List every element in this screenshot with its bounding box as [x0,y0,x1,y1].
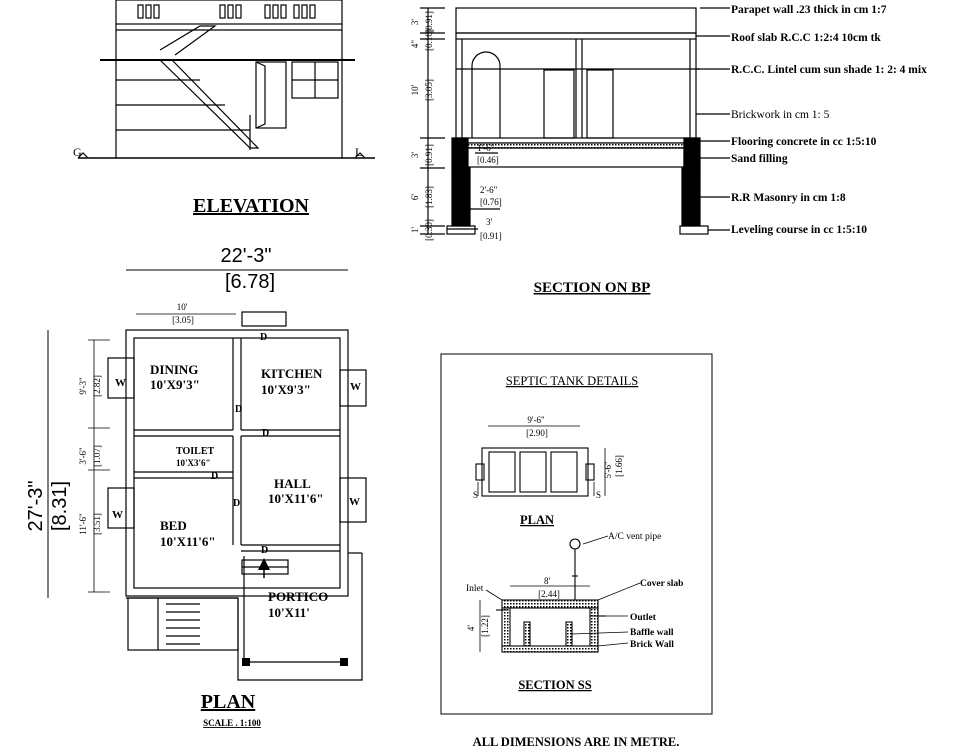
dim-wall-m: [3.05] [424,79,434,101]
dim-wall-ft: 10' [410,84,420,96]
plan-dim-bed-m: [3.51] [92,513,102,535]
plan-dim-dining-ft: 9'-3" [78,377,88,395]
plan-dim-dining-m: [2.82] [92,375,102,397]
dim-plinth-ft: 3' [410,151,420,159]
room-portico-size: 10'X11' [268,605,310,620]
plan-top-dim-small [136,302,236,325]
septic-note-brick: Brick Wall [630,640,674,650]
septic-plan-height-ft: 5'-6" [603,461,613,479]
dim-slab-ft: 4" [410,39,420,49]
footer-note: ALL DIMENSIONS ARE IN METRE. [472,735,680,748]
dim-plinth-wall-m: [0.46] [477,155,499,165]
plan-dim-bed-ft: 11'-6" [78,513,88,535]
room-portico-name: PORTICO [268,589,329,604]
septic-note-inlet: Inlet [466,584,484,594]
septic-s-mark-left: S [473,490,479,500]
septic-note-outlet: Outlet [630,613,656,623]
window-tag: W [349,496,360,508]
window-tag: W [350,381,361,393]
door-tag: D [261,545,269,556]
note-leveling: Leveling course in cc 1:5:10 [731,224,868,236]
note-roof-slab: Roof slab R.C.C 1:2:4 10cm tk [731,32,881,44]
room-hall-size: 10'X11'6" [268,491,324,506]
dim-foundation-m: [1.83] [424,186,434,208]
dim-level-m: [0.30] [424,219,434,241]
septic-section-view [480,536,640,652]
note-parapet: Parapet wall .23 thick in cm 1:7 [731,4,887,16]
septic-plan-width-ft: 9'-6" [527,415,545,425]
note-flooring: Flooring concrete in cc 1:5:10 [731,136,877,148]
septic-plan-dims [473,415,624,500]
section-title: SECTION ON BP [533,280,651,296]
window-tag: W [112,509,123,521]
plan-top-dimension [126,245,348,293]
note-lintel: R.C.C. Lintel cum sun shade 1: 2: 4 mix [731,64,927,76]
septic-s-mark-right: S [596,490,602,500]
dim-level-ft: 1' [410,226,420,234]
ground-label-right: L [355,145,363,159]
room-dining-name: DINING [150,362,199,377]
dim-parapet-ft: 3' [410,18,420,26]
septic-plan-width-m: [2.90] [526,428,548,438]
plan-left-dimension [25,330,110,598]
dim-foundation-wall-ft: 2'-6" [480,185,498,195]
elevation-title: ELEVATION [193,195,309,217]
septic-plan-height-m: [1.66] [614,455,624,477]
septic-note-vent: A/C vent pipe [608,532,662,542]
room-kitchen-size: 10'X9'3" [261,382,311,397]
septic-frame [441,354,712,714]
dim-footing-m: [0.91] [480,231,502,241]
dim-foundation-ft: 6' [410,193,420,201]
plan-dim-toilet-ft: 3'-6" [78,447,88,465]
note-sand: Sand filling [731,153,788,165]
section-bp-view [420,8,730,234]
plan-depth-ft: 27'-3" [25,480,47,532]
plan-depth-m: [8.31] [49,480,71,532]
plan-room-labels [150,362,328,620]
plan-scale: SCALE . 1:100 [203,718,261,728]
septic-note-baffle: Baffle wall [630,628,674,638]
elevation-view [78,0,375,158]
door-tag: D [260,332,268,343]
septic-plan-label: PLAN [519,513,555,527]
plan-title: PLAN [200,691,256,713]
septic-note-cover: Cover slab [640,579,684,589]
plan-walls [108,312,366,680]
door-tag: D [235,404,243,415]
portico-column-left [242,658,250,666]
septic-sec-height-m: [1.22] [480,615,490,637]
septic-sec-height-ft: 4' [466,624,476,632]
plan-width-ft: 22'-3" [220,245,272,267]
dim-slab-m: [0.10] [424,29,434,51]
portico-column-right [340,658,348,666]
septic-sec-width-m: [2.44] [538,589,560,599]
dim-footing-ft: 3' [486,217,493,227]
septic-title: SEPTIC TANK DETAILS [505,374,639,388]
room-bed-size: 10'X11'6" [160,534,216,549]
dim-parapet-m: [0.91] [424,11,434,33]
window-tag: W [115,377,126,389]
room-dining-size: 10'X9'3" [150,377,200,392]
door-tag: D [262,428,270,439]
dim-plinth-wall-ft: 1'-6" [477,143,495,153]
plan-dim-toilet-m: [1.07] [92,445,102,467]
room-kitchen-name: KITCHEN [261,366,323,381]
note-brickwork: Brickwork in cm 1: 5 [731,109,830,121]
room-toilet-name: TOILET [176,446,215,457]
plan-dim-top-ft: 10' [176,302,188,312]
septic-sec-width-ft: 8' [543,576,551,586]
door-tag: D [211,471,219,482]
room-bed-name: BED [160,518,187,533]
dim-foundation-wall-m: [0.76] [480,197,502,207]
plan-dim-top-m: [3.05] [172,315,194,325]
plan-width-m: [6.78] [224,271,276,293]
door-tag: D [233,498,241,509]
room-hall-name: HALL [274,476,311,491]
section-notes [731,4,927,236]
septic-section-label: SECTION SS [518,678,592,692]
room-toilet-size: 10'X3'6" [176,458,211,468]
note-masonry: R.R Masonry in cm 1:8 [731,192,846,204]
ground-label-left: G [73,145,82,159]
dim-plinth-m: [0.91] [424,144,434,166]
